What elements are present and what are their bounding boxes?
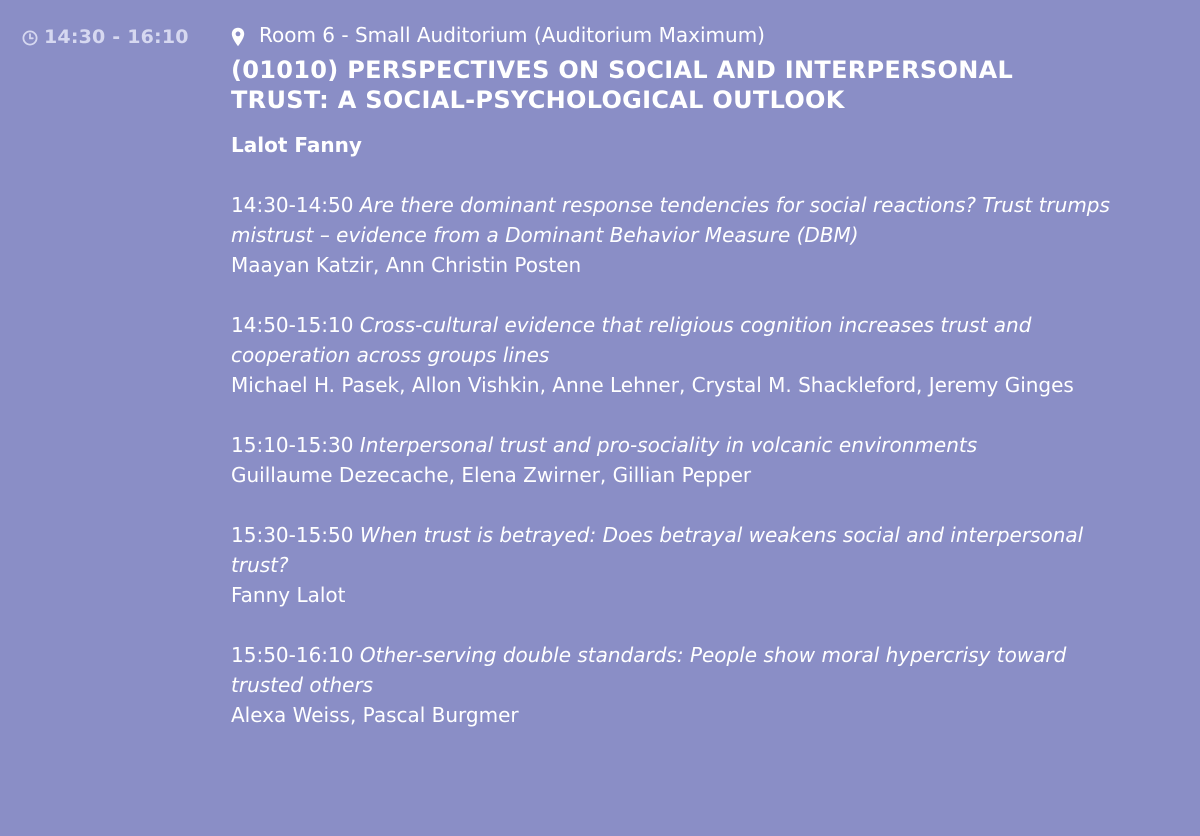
talk-authors: Guillaume Dezecache, Elena Zwirner, Gillian Pepper (231, 463, 752, 487)
talk-authors: Alexa Weiss, Pascal Burgmer (231, 703, 519, 727)
talk-title: When trust is betrayed: Does betrayal weakens social and interpersonal trust? (231, 523, 1084, 577)
room-label: Room 6 - Small Auditorium (Auditorium Maximum) (259, 23, 765, 47)
talk-authors: Fanny Lalot (231, 583, 346, 607)
talk-item (231, 430, 1111, 490)
talk-title: Other-serving double standards: People show moral hypercrisy toward trusted others (231, 643, 1067, 697)
talk-item (231, 520, 1111, 610)
talk-time: 15:30-15:50 (231, 523, 354, 547)
talk-title: Cross-cultural evidence that religious cognition increases trust and cooperation across groups lines (231, 313, 1032, 367)
talk-item (231, 310, 1111, 400)
talk-time: 14:30-14:50 (231, 193, 354, 217)
talk-item (231, 640, 1111, 730)
session-chair: Lalot Fanny (231, 133, 362, 157)
talk-time: 15:50-16:10 (231, 643, 354, 667)
session-details (231, 20, 1111, 730)
talk-time: 15:10-15:30 (231, 433, 354, 457)
talk-title: Interpersonal trust and pro-sociality in volcanic environments (359, 433, 978, 457)
talk-list (231, 190, 1111, 730)
session-time-label: 14:30 - 16:10 (44, 26, 189, 48)
talk-time: 14:50-15:10 (231, 313, 354, 337)
session-time (22, 26, 189, 48)
talk-item (231, 190, 1111, 280)
map-pin-icon (231, 25, 245, 45)
talk-authors: Maayan Katzir, Ann Christin Posten (231, 253, 582, 277)
clock-icon (22, 29, 38, 45)
talk-title: Are there dominant response tendencies for social reactions? Trust trumps mistrust – evidence from a Dominant Behavior Measure (DBM) (231, 193, 1110, 247)
session-title: (01010) PERSPECTIVES ON SOCIAL AND INTERPERSONAL TRUST: A SOCIAL-PSYCHOLOGICAL OUTLOOK (231, 56, 1014, 114)
talk-authors: Michael H. Pasek, Allon Vishkin, Anne Lehner, Crystal M. Shackleford, Jeremy Ginges (231, 373, 1074, 397)
session-room (231, 20, 1111, 50)
